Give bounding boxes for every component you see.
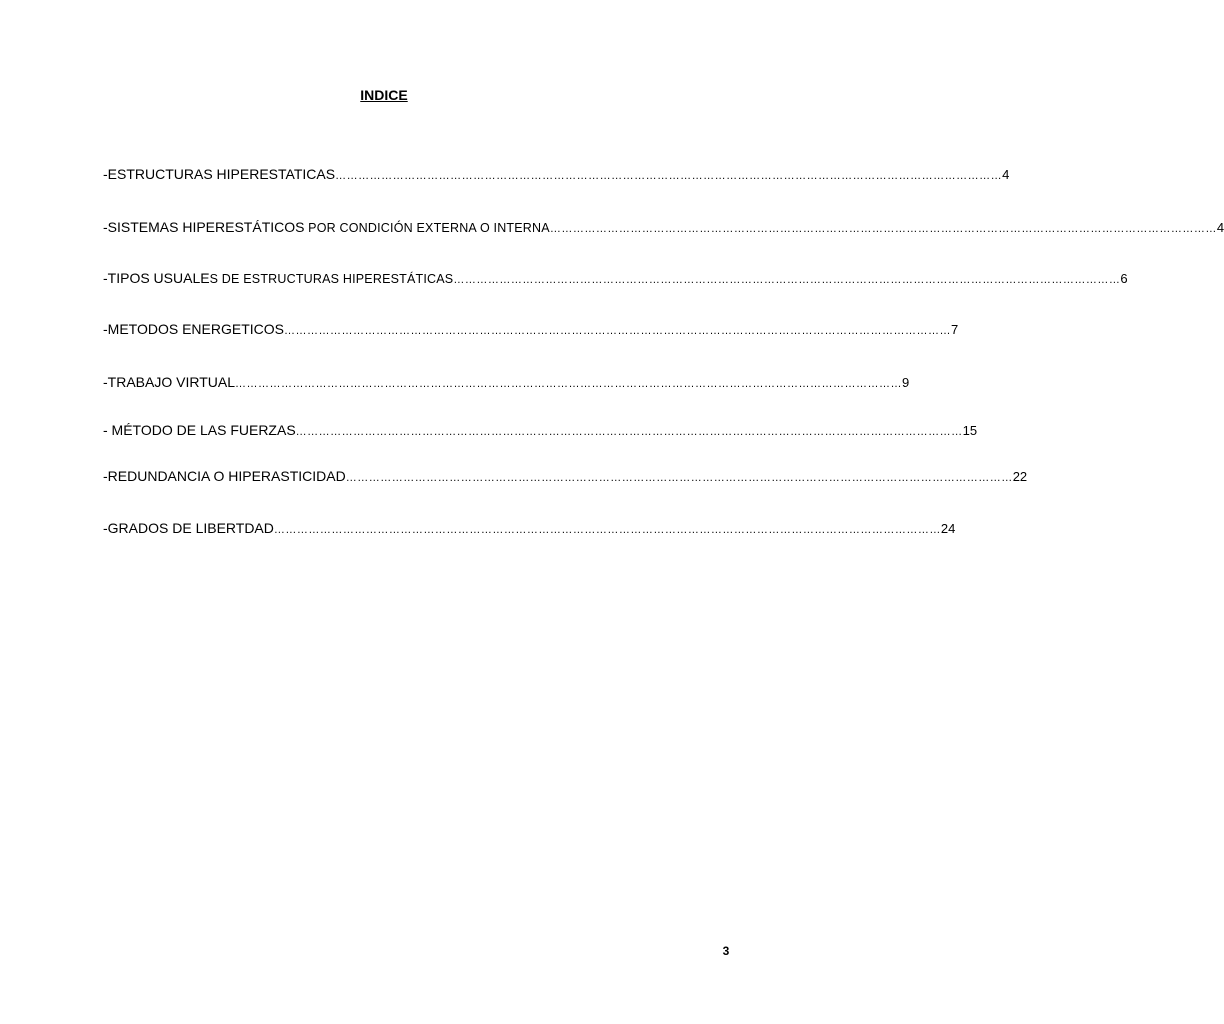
toc-page-number: 6 <box>1120 271 1128 286</box>
toc-entry-sistemas-hiperestaticos <box>103 219 1224 237</box>
toc-entry-label: - MÉTODO DE LAS FUERZAS <box>103 422 296 438</box>
toc-leader-dots: ………………………………………………………………………………………………………………………………………………………… <box>335 170 1003 182</box>
toc-entry-label: -TIPOS USUALE <box>103 270 210 286</box>
toc-page-number: 4 <box>1002 167 1010 182</box>
toc-leader-dots: ………………………………………………………………………………………………………………………………………………………… <box>295 426 963 438</box>
toc-leader-dots: ………………………………………………………………………………………………………………………………………………………… <box>235 378 902 390</box>
toc-entry-label: -ESTRUCTURAS HIPERESTATICAS <box>103 166 336 182</box>
toc-entry-redundancia-o-hiperasticidad <box>103 468 1028 486</box>
toc-entry-trabajo-virtual <box>103 374 910 392</box>
toc-entry-label: -TRABAJO VIRTUAL <box>103 374 235 390</box>
toc-leader-dots: ………………………………………………………………………………………………………………………………………………………… <box>345 472 1013 484</box>
page-title-text: INDICE <box>360 87 408 103</box>
page-number: 3 <box>722 944 730 958</box>
toc-page-number: 7 <box>950 322 959 337</box>
toc-page-number: 22 <box>1012 469 1028 484</box>
toc-entry-label-small: S DE ESTRUCTURAS HIPERESTÁTICAS <box>209 272 454 286</box>
toc-page-number: 24 <box>940 521 956 536</box>
toc-entry-metodos-energeticos <box>103 321 959 339</box>
toc-entry-label: -SISTEMAS HIPERESTÁTICOS <box>103 219 305 235</box>
toc-entry-label: -GRADOS DE LIBERTDAD <box>103 520 274 536</box>
toc-page-number: 15 <box>962 423 978 438</box>
toc-entry-grados-de-libertad <box>103 520 956 538</box>
toc-entry-estructuras-hiperestaticas <box>103 166 1010 184</box>
toc-leader-dots: ………………………………………………………………………………………………………………………………………………………… <box>283 325 951 337</box>
toc-page-number: 9 <box>902 375 910 390</box>
toc-entry-label-small: POR CONDICIÓN EXTERNA O INTERNA <box>304 221 550 235</box>
toc-entry-label: -METODOS ENERGETICOS <box>103 321 284 337</box>
toc-entry-label: -REDUNDANCIA O HIPERASTICIDAD <box>103 468 346 484</box>
toc-entry-tipos-usuales <box>103 270 1128 288</box>
page-title <box>0 87 768 103</box>
toc-leader-dots: ………………………………………………………………………………………………………………………………………………………… <box>453 274 1121 286</box>
toc-leader-dots: ………………………………………………………………………………………………………………………………………………………… <box>273 524 941 536</box>
toc-leader-dots: ………………………………………………………………………………………………………………………………………………………… <box>549 223 1217 235</box>
toc-page-number: 4 <box>1216 220 1224 235</box>
toc-entry-metodo-de-las-fuerzas <box>103 422 978 440</box>
